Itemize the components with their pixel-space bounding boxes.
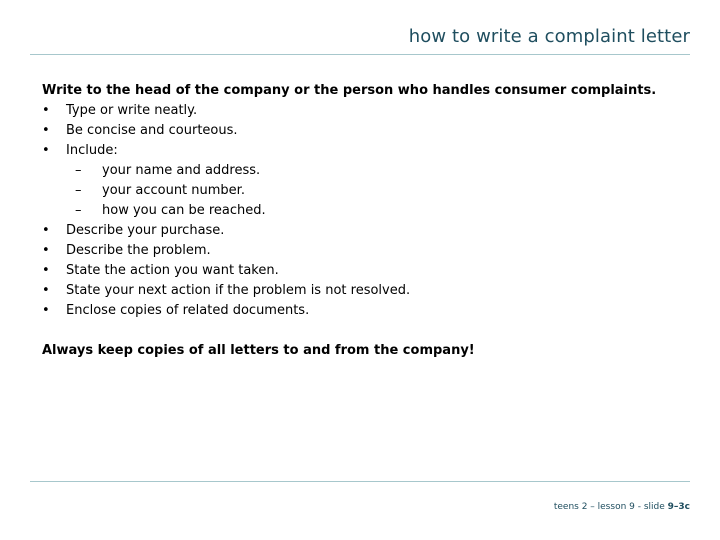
slide-title: how to write a complaint letter [408,26,690,47]
bullet-text: Include: [66,143,118,158]
bullet-item [42,101,662,121]
footer-label: teens 2 – lesson 9 - slide [553,502,668,512]
sub-item-text: how you can be reached. [102,203,266,218]
bullet-icon: • [42,263,50,278]
include-sublist [66,161,662,221]
dash-icon: – [75,203,82,218]
bullet-item [42,301,662,321]
bullet-text: Enclose copies of related documents. [66,303,310,318]
bullet-icon: • [42,223,50,238]
bullet-icon: • [42,243,50,258]
closing-note: Always keep copies of all letters to and from the company! [42,343,475,358]
slide-content [42,81,662,374]
bullet-item [42,221,662,241]
heading: Write to the head of the company or the person who handles consumer complaints. [42,83,657,98]
sub-item [66,181,662,201]
bullet-icon: • [42,103,50,118]
bullet-text: Be concise and courteous. [66,123,238,138]
bullet-list [42,101,662,321]
bullet-item [42,281,662,301]
bullet-item [42,121,662,141]
bullet-text: Type or write neatly. [66,103,198,118]
bullet-icon: • [42,283,50,298]
top-divider [30,54,690,55]
bullet-text: State the action you want taken. [66,263,279,278]
bullet-icon: • [42,143,50,158]
bullet-item [42,141,662,221]
slide-number: 9–3c [667,502,690,512]
bullet-text: Describe the problem. [66,243,211,258]
bullet-text: Describe your purchase. [66,223,225,238]
sub-item-text: your name and address. [102,163,261,178]
bullet-text: State your next action if the problem is not resolved. [66,283,411,298]
footer [554,502,690,512]
dash-icon: – [75,163,82,178]
bullet-item [42,241,662,261]
bullet-icon: • [42,123,50,138]
bullet-icon: • [42,303,50,318]
bottom-divider [30,481,690,482]
sub-item [66,201,662,221]
bullet-item [42,261,662,281]
dash-icon: – [75,183,82,198]
sub-item [66,161,662,181]
sub-item-text: your account number. [102,183,245,198]
